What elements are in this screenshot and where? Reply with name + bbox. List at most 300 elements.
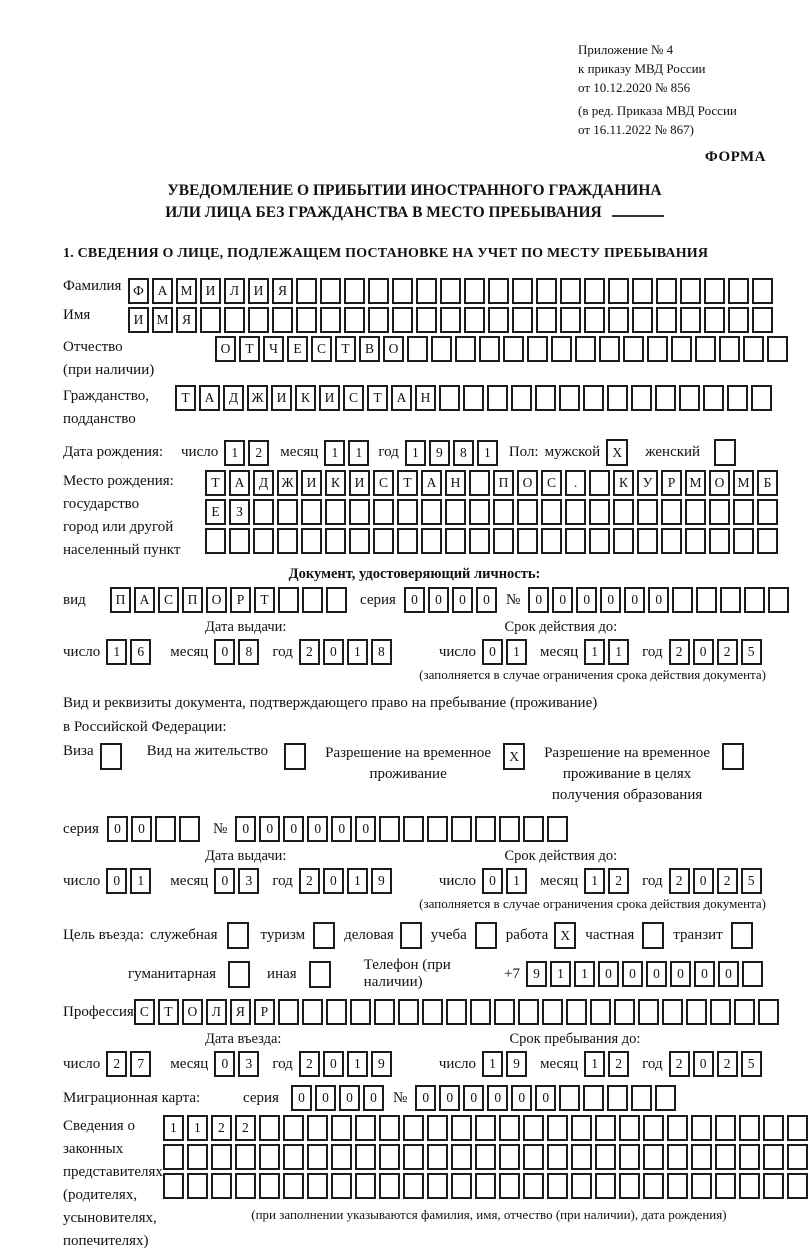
form-cell[interactable]: 0 xyxy=(452,587,473,613)
form-cell[interactable]: Я xyxy=(272,278,293,304)
form-cell[interactable] xyxy=(229,528,250,554)
form-cell[interactable] xyxy=(463,385,484,411)
form-cell[interactable] xyxy=(320,307,341,333)
form-cell[interactable]: 0 xyxy=(693,639,714,665)
form-cell[interactable] xyxy=(631,1085,652,1111)
form-cell[interactable]: С xyxy=(158,587,179,613)
form-cell[interactable] xyxy=(464,278,485,304)
form-cell[interactable] xyxy=(374,999,395,1025)
form-cell[interactable]: 9 xyxy=(371,1051,392,1077)
form-cell[interactable] xyxy=(301,528,322,554)
form-cell[interactable] xyxy=(590,999,611,1025)
form-cell[interactable] xyxy=(637,528,658,554)
form-cell[interactable] xyxy=(499,1173,520,1199)
form-cell[interactable]: 1 xyxy=(584,639,605,665)
form-cell[interactable]: 0 xyxy=(131,816,152,842)
form-cell[interactable] xyxy=(277,499,298,525)
form-cell[interactable] xyxy=(155,816,176,842)
form-cell[interactable] xyxy=(739,1115,760,1141)
form-cell[interactable] xyxy=(451,1173,472,1199)
form-cell[interactable] xyxy=(427,816,448,842)
form-cell[interactable] xyxy=(407,336,428,362)
form-cell[interactable] xyxy=(163,1144,184,1170)
form-cell[interactable] xyxy=(728,307,749,333)
form-cell[interactable] xyxy=(599,336,620,362)
form-cell[interactable]: 0 xyxy=(670,961,691,987)
form-cell[interactable] xyxy=(535,385,556,411)
form-cell[interactable] xyxy=(742,961,763,987)
form-cell[interactable] xyxy=(757,499,778,525)
form-cell[interactable] xyxy=(595,1144,616,1170)
form-cell[interactable]: 1 xyxy=(405,440,426,466)
form-cell[interactable] xyxy=(355,1173,376,1199)
form-cell[interactable] xyxy=(527,336,548,362)
form-cell[interactable] xyxy=(205,528,226,554)
form-cell[interactable] xyxy=(253,528,274,554)
form-cell[interactable]: 5 xyxy=(741,639,762,665)
form-cell[interactable]: И xyxy=(200,278,221,304)
form-cell[interactable] xyxy=(517,499,538,525)
form-cell[interactable] xyxy=(283,1144,304,1170)
form-cell[interactable]: 3 xyxy=(238,1051,259,1077)
form-cell[interactable]: 1 xyxy=(106,639,127,665)
form-cell[interactable]: 1 xyxy=(477,440,498,466)
form-cell[interactable]: П xyxy=(182,587,203,613)
form-cell[interactable] xyxy=(403,1115,424,1141)
form-cell[interactable] xyxy=(296,278,317,304)
form-cell[interactable] xyxy=(379,1144,400,1170)
form-cell[interactable] xyxy=(518,999,539,1025)
form-cell[interactable] xyxy=(739,1144,760,1170)
form-cell[interactable]: С xyxy=(311,336,332,362)
form-cell[interactable] xyxy=(686,999,707,1025)
form-cell[interactable]: 0 xyxy=(576,587,597,613)
form-cell[interactable] xyxy=(455,336,476,362)
form-cell[interactable] xyxy=(283,1173,304,1199)
form-cell[interactable]: Т xyxy=(205,470,226,496)
form-cell[interactable] xyxy=(427,1115,448,1141)
form-cell[interactable] xyxy=(494,999,515,1025)
form-cell[interactable] xyxy=(446,999,467,1025)
form-cell[interactable] xyxy=(301,499,322,525)
form-cell[interactable]: 1 xyxy=(608,639,629,665)
form-cell[interactable] xyxy=(667,1173,688,1199)
form-cell[interactable] xyxy=(536,278,557,304)
form-cell[interactable]: Т xyxy=(335,336,356,362)
form-cell[interactable] xyxy=(559,1085,580,1111)
form-cell[interactable] xyxy=(757,528,778,554)
form-cell[interactable]: 0 xyxy=(307,816,328,842)
form-cell[interactable] xyxy=(350,999,371,1025)
form-cell[interactable] xyxy=(523,1115,544,1141)
form-cell[interactable]: 0 xyxy=(694,961,715,987)
form-cell[interactable] xyxy=(313,922,335,949)
form-cell[interactable]: С xyxy=(134,999,155,1025)
form-cell[interactable]: С xyxy=(343,385,364,411)
form-cell[interactable] xyxy=(451,1115,472,1141)
form-cell[interactable] xyxy=(787,1115,808,1141)
form-cell[interactable] xyxy=(439,385,460,411)
form-cell[interactable]: 0 xyxy=(259,816,280,842)
form-cell[interactable] xyxy=(734,999,755,1025)
form-cell[interactable] xyxy=(349,528,370,554)
form-cell[interactable] xyxy=(787,1173,808,1199)
form-cell[interactable] xyxy=(403,1144,424,1170)
form-cell[interactable] xyxy=(187,1173,208,1199)
form-cell[interactable] xyxy=(720,587,741,613)
form-cell[interactable]: 1 xyxy=(584,1051,605,1077)
form-cell[interactable] xyxy=(656,278,677,304)
form-cell[interactable] xyxy=(283,1115,304,1141)
form-cell[interactable] xyxy=(259,1115,280,1141)
form-cell[interactable]: 1 xyxy=(347,1051,368,1077)
form-cell[interactable]: И xyxy=(271,385,292,411)
form-cell[interactable] xyxy=(100,743,122,770)
form-cell[interactable] xyxy=(475,1144,496,1170)
form-cell[interactable] xyxy=(228,961,250,988)
form-cell[interactable]: П xyxy=(493,470,514,496)
form-cell[interactable]: 2 xyxy=(211,1115,232,1141)
form-cell[interactable]: 0 xyxy=(482,639,503,665)
form-cell[interactable]: 1 xyxy=(506,868,527,894)
form-cell[interactable]: Н xyxy=(415,385,436,411)
form-cell[interactable] xyxy=(427,1173,448,1199)
form-cell[interactable] xyxy=(355,1144,376,1170)
form-cell[interactable] xyxy=(571,1173,592,1199)
form-cell[interactable]: 0 xyxy=(363,1085,384,1111)
form-cell[interactable] xyxy=(672,587,693,613)
form-cell[interactable]: Я xyxy=(176,307,197,333)
form-cell[interactable] xyxy=(331,1173,352,1199)
form-cell[interactable] xyxy=(355,1115,376,1141)
form-cell[interactable]: 8 xyxy=(453,440,474,466)
form-cell[interactable] xyxy=(743,336,764,362)
form-cell[interactable] xyxy=(758,999,779,1025)
form-cell[interactable]: 1 xyxy=(224,440,245,466)
form-cell[interactable]: М xyxy=(685,470,706,496)
form-cell[interactable]: К xyxy=(613,470,634,496)
form-cell[interactable]: Р xyxy=(661,470,682,496)
form-cell[interactable] xyxy=(566,999,587,1025)
form-cell[interactable] xyxy=(571,1144,592,1170)
form-cell[interactable] xyxy=(259,1173,280,1199)
form-cell[interactable]: И xyxy=(319,385,340,411)
form-cell[interactable]: А xyxy=(134,587,155,613)
form-cell[interactable] xyxy=(565,528,586,554)
form-cell[interactable] xyxy=(547,1144,568,1170)
form-cell[interactable]: 1 xyxy=(482,1051,503,1077)
form-cell[interactable]: 0 xyxy=(693,1051,714,1077)
form-cell[interactable]: 3 xyxy=(238,868,259,894)
form-cell[interactable]: 0 xyxy=(476,587,497,613)
form-cell[interactable] xyxy=(512,307,533,333)
form-cell[interactable] xyxy=(638,999,659,1025)
form-cell[interactable]: Я xyxy=(230,999,251,1025)
form-cell[interactable] xyxy=(227,922,249,949)
form-cell[interactable] xyxy=(680,278,701,304)
form-cell[interactable]: Л xyxy=(206,999,227,1025)
form-cell[interactable] xyxy=(488,278,509,304)
form-cell[interactable]: 0 xyxy=(482,868,503,894)
form-cell[interactable] xyxy=(479,336,500,362)
form-cell[interactable] xyxy=(470,999,491,1025)
form-cell[interactable] xyxy=(632,307,653,333)
form-cell[interactable] xyxy=(451,1144,472,1170)
form-cell[interactable]: О xyxy=(206,587,227,613)
form-cell[interactable] xyxy=(368,278,389,304)
form-cell[interactable] xyxy=(163,1173,184,1199)
form-cell[interactable]: Т xyxy=(239,336,260,362)
form-cell[interactable]: Т xyxy=(367,385,388,411)
form-cell[interactable]: 0 xyxy=(214,868,235,894)
form-cell[interactable] xyxy=(307,1144,328,1170)
form-cell[interactable] xyxy=(503,336,524,362)
form-cell[interactable]: 2 xyxy=(717,639,738,665)
form-cell[interactable] xyxy=(614,999,635,1025)
form-cell[interactable]: 9 xyxy=(429,440,450,466)
form-cell[interactable]: О xyxy=(517,470,538,496)
form-cell[interactable] xyxy=(349,499,370,525)
form-cell[interactable] xyxy=(499,1115,520,1141)
form-cell[interactable] xyxy=(679,385,700,411)
form-cell[interactable] xyxy=(727,385,748,411)
form-cell[interactable]: М xyxy=(152,307,173,333)
form-cell[interactable] xyxy=(278,999,299,1025)
form-cell[interactable] xyxy=(643,1144,664,1170)
form-cell[interactable] xyxy=(523,1173,544,1199)
form-cell[interactable] xyxy=(277,528,298,554)
form-cell[interactable]: 2 xyxy=(717,1051,738,1077)
form-cell[interactable]: И xyxy=(248,278,269,304)
form-cell[interactable] xyxy=(752,307,773,333)
form-cell[interactable]: 0 xyxy=(511,1085,532,1111)
form-cell[interactable] xyxy=(211,1144,232,1170)
form-cell[interactable] xyxy=(541,499,562,525)
form-cell[interactable] xyxy=(632,278,653,304)
form-cell[interactable] xyxy=(499,816,520,842)
form-cell[interactable] xyxy=(469,499,490,525)
form-cell[interactable] xyxy=(680,307,701,333)
form-cell[interactable] xyxy=(752,278,773,304)
form-cell[interactable]: И xyxy=(301,470,322,496)
form-cell[interactable]: 0 xyxy=(323,639,344,665)
form-cell[interactable]: Б xyxy=(757,470,778,496)
form-cell[interactable]: И xyxy=(349,470,370,496)
form-cell[interactable] xyxy=(547,1115,568,1141)
form-cell[interactable] xyxy=(763,1115,784,1141)
form-cell[interactable] xyxy=(763,1144,784,1170)
form-cell[interactable] xyxy=(344,307,365,333)
form-cell[interactable]: 0 xyxy=(487,1085,508,1111)
form-cell[interactable]: 1 xyxy=(550,961,571,987)
form-cell[interactable] xyxy=(656,307,677,333)
form-cell[interactable] xyxy=(547,816,568,842)
form-cell[interactable]: 7 xyxy=(130,1051,151,1077)
form-cell[interactable] xyxy=(661,528,682,554)
form-cell[interactable] xyxy=(400,922,422,949)
form-cell[interactable] xyxy=(326,587,347,613)
form-cell[interactable]: 2 xyxy=(669,639,690,665)
form-cell[interactable] xyxy=(662,999,683,1025)
form-cell[interactable]: 8 xyxy=(371,639,392,665)
form-cell[interactable] xyxy=(331,1115,352,1141)
form-cell[interactable] xyxy=(488,307,509,333)
form-cell[interactable] xyxy=(608,307,629,333)
form-cell[interactable]: 2 xyxy=(106,1051,127,1077)
form-cell[interactable] xyxy=(253,499,274,525)
form-cell[interactable] xyxy=(451,816,472,842)
form-cell[interactable] xyxy=(583,1085,604,1111)
form-cell[interactable]: 0 xyxy=(463,1085,484,1111)
form-cell[interactable] xyxy=(379,816,400,842)
form-cell[interactable] xyxy=(714,439,736,466)
form-cell[interactable] xyxy=(200,307,221,333)
form-cell[interactable]: 0 xyxy=(331,816,352,842)
form-cell[interactable] xyxy=(661,499,682,525)
form-cell[interactable]: 1 xyxy=(163,1115,184,1141)
form-cell[interactable] xyxy=(685,528,706,554)
form-cell[interactable] xyxy=(575,336,596,362)
form-cell[interactable]: А xyxy=(229,470,250,496)
form-cell[interactable]: X xyxy=(554,922,576,949)
form-cell[interactable] xyxy=(589,470,610,496)
form-cell[interactable] xyxy=(493,528,514,554)
form-cell[interactable] xyxy=(325,528,346,554)
form-cell[interactable]: 0 xyxy=(235,816,256,842)
form-cell[interactable] xyxy=(643,1115,664,1141)
form-cell[interactable] xyxy=(768,587,789,613)
form-cell[interactable]: П xyxy=(110,587,131,613)
form-cell[interactable] xyxy=(397,499,418,525)
form-cell[interactable] xyxy=(523,816,544,842)
form-cell[interactable] xyxy=(584,278,605,304)
form-cell[interactable] xyxy=(560,307,581,333)
form-cell[interactable] xyxy=(613,528,634,554)
form-cell[interactable]: Т xyxy=(158,999,179,1025)
form-cell[interactable] xyxy=(722,743,744,770)
form-cell[interactable] xyxy=(224,307,245,333)
form-cell[interactable] xyxy=(416,278,437,304)
form-cell[interactable] xyxy=(284,743,306,770)
form-cell[interactable]: 6 xyxy=(130,639,151,665)
form-cell[interactable] xyxy=(440,278,461,304)
form-cell[interactable]: О xyxy=(215,336,236,362)
form-cell[interactable] xyxy=(551,336,572,362)
form-cell[interactable] xyxy=(235,1173,256,1199)
form-cell[interactable]: 0 xyxy=(535,1085,556,1111)
form-cell[interactable] xyxy=(403,1173,424,1199)
form-cell[interactable]: 2 xyxy=(608,868,629,894)
form-cell[interactable]: 2 xyxy=(669,1051,690,1077)
form-cell[interactable] xyxy=(296,307,317,333)
form-cell[interactable]: 0 xyxy=(624,587,645,613)
form-cell[interactable]: Ж xyxy=(277,470,298,496)
form-cell[interactable]: 0 xyxy=(415,1085,436,1111)
form-cell[interactable]: Т xyxy=(254,587,275,613)
form-cell[interactable] xyxy=(607,1085,628,1111)
form-cell[interactable]: 0 xyxy=(598,961,619,987)
form-cell[interactable]: 5 xyxy=(741,1051,762,1077)
form-cell[interactable] xyxy=(704,278,725,304)
form-cell[interactable] xyxy=(565,499,586,525)
form-cell[interactable] xyxy=(647,336,668,362)
form-cell[interactable] xyxy=(691,1173,712,1199)
form-cell[interactable]: Ф xyxy=(128,278,149,304)
form-cell[interactable] xyxy=(392,278,413,304)
form-cell[interactable]: 0 xyxy=(323,1051,344,1077)
form-cell[interactable] xyxy=(344,278,365,304)
form-cell[interactable] xyxy=(763,1173,784,1199)
form-cell[interactable]: Ч xyxy=(263,336,284,362)
form-cell[interactable] xyxy=(511,385,532,411)
form-cell[interactable]: 0 xyxy=(291,1085,312,1111)
form-cell[interactable] xyxy=(307,1173,328,1199)
form-cell[interactable] xyxy=(728,278,749,304)
form-cell[interactable] xyxy=(767,336,788,362)
form-cell[interactable]: 0 xyxy=(648,587,669,613)
form-cell[interactable]: 0 xyxy=(528,587,549,613)
form-cell[interactable] xyxy=(715,1144,736,1170)
form-cell[interactable] xyxy=(584,307,605,333)
form-cell[interactable] xyxy=(631,385,652,411)
form-cell[interactable] xyxy=(547,1173,568,1199)
form-cell[interactable] xyxy=(259,1144,280,1170)
form-cell[interactable]: М xyxy=(733,470,754,496)
form-cell[interactable]: 1 xyxy=(130,868,151,894)
form-cell[interactable]: 2 xyxy=(608,1051,629,1077)
form-cell[interactable]: М xyxy=(176,278,197,304)
form-cell[interactable]: Д xyxy=(223,385,244,411)
form-cell[interactable] xyxy=(187,1144,208,1170)
form-cell[interactable]: И xyxy=(128,307,149,333)
form-cell[interactable] xyxy=(589,499,610,525)
form-cell[interactable]: 8 xyxy=(238,639,259,665)
form-cell[interactable]: 0 xyxy=(693,868,714,894)
form-cell[interactable] xyxy=(685,499,706,525)
form-cell[interactable]: 0 xyxy=(106,868,127,894)
form-cell[interactable] xyxy=(671,336,692,362)
form-cell[interactable] xyxy=(302,587,323,613)
form-cell[interactable]: X xyxy=(606,439,628,466)
form-cell[interactable]: Ж xyxy=(247,385,268,411)
form-cell[interactable]: 0 xyxy=(718,961,739,987)
form-cell[interactable]: 2 xyxy=(299,868,320,894)
form-cell[interactable] xyxy=(235,1144,256,1170)
form-cell[interactable] xyxy=(733,499,754,525)
form-cell[interactable]: 1 xyxy=(506,639,527,665)
form-cell[interactable]: 2 xyxy=(299,639,320,665)
form-cell[interactable] xyxy=(326,999,347,1025)
form-cell[interactable] xyxy=(589,528,610,554)
form-cell[interactable]: 9 xyxy=(526,961,547,987)
form-cell[interactable] xyxy=(422,999,443,1025)
form-cell[interactable] xyxy=(392,307,413,333)
form-cell[interactable] xyxy=(512,278,533,304)
form-cell[interactable] xyxy=(704,307,725,333)
form-cell[interactable]: А xyxy=(199,385,220,411)
form-cell[interactable]: 0 xyxy=(404,587,425,613)
form-cell[interactable]: Р xyxy=(254,999,275,1025)
form-cell[interactable]: X xyxy=(503,743,525,770)
form-cell[interactable]: 0 xyxy=(339,1085,360,1111)
form-cell[interactable]: О xyxy=(383,336,404,362)
form-cell[interactable] xyxy=(248,307,269,333)
form-cell[interactable]: С xyxy=(541,470,562,496)
form-cell[interactable] xyxy=(643,1173,664,1199)
form-cell[interactable]: З xyxy=(229,499,250,525)
form-cell[interactable] xyxy=(379,1115,400,1141)
form-cell[interactable]: 1 xyxy=(324,440,345,466)
